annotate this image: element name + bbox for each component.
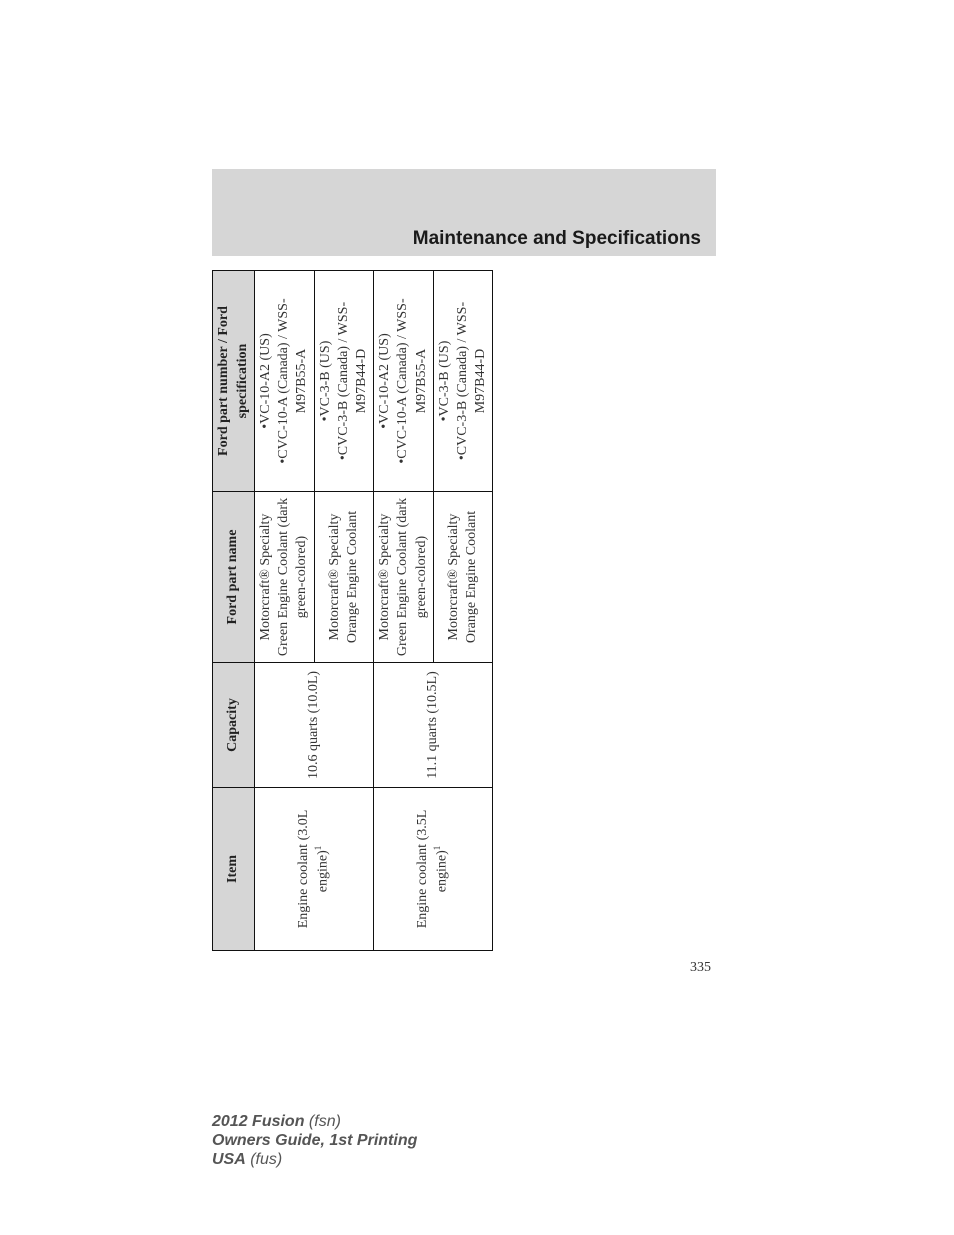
part-name-cell: Motorcraft® Specialty Orange Engine Coolant	[314, 492, 374, 663]
footer-model-code: (fsn)	[304, 1113, 341, 1130]
footer-region-code: (fus)	[245, 1151, 283, 1168]
table-row	[255, 271, 315, 951]
spec-bullet: •VC-3-B (US)	[436, 340, 452, 422]
header-band	[212, 169, 716, 256]
spec-bullet: •CVC-10-A (Canada) / WSS-M97B55-A	[276, 298, 310, 464]
part-number-cell	[255, 271, 315, 492]
footer-model: 2012 Fusion	[212, 1113, 305, 1130]
part-name-cell: Motorcraft® Specialty Green Engine Coolant (dark green-colored)	[374, 492, 434, 663]
item-cell	[374, 788, 493, 951]
item-cell	[255, 788, 374, 951]
column-header-part-name: Ford part name	[213, 492, 255, 663]
spec-bullet: •VC-10-A2 (US)	[377, 333, 393, 429]
part-number-cell	[433, 271, 493, 492]
table-header-row	[213, 271, 255, 951]
table-row	[374, 271, 434, 951]
coolant-spec-table	[212, 270, 493, 951]
part-number-cell	[314, 271, 374, 492]
footnote-marker: 1	[313, 845, 324, 851]
column-header-part-number: Ford part number / Ford specification	[213, 271, 255, 492]
page-number: 335	[690, 960, 711, 975]
part-name-cell: Motorcraft® Specialty Green Engine Coolant (dark green-colored)	[255, 492, 315, 663]
footnote-marker: 1	[432, 845, 443, 851]
spec-bullet: •CVC-3-B (Canada) / WSS-M97B44-D	[454, 301, 489, 461]
spec-bullet: •VC-10-A2 (US)	[258, 333, 273, 429]
item-label: Engine coolant (3.0L engine)	[296, 809, 331, 929]
footer-region: USA	[212, 1151, 246, 1168]
coolant-spec-table-wrap	[212, 271, 489, 951]
footer-line-model	[212, 1112, 417, 1131]
footer	[212, 1112, 417, 1169]
capacity-cell: 10.6 quarts (10.0L)	[255, 663, 374, 788]
capacity-cell: 11.1 quarts (10.5L)	[374, 663, 493, 788]
spec-bullet: •CVC-10-A (Canada) / WSS-M97B55-A	[395, 298, 429, 464]
footer-guide-edition: Owners Guide, 1st Printing	[212, 1132, 418, 1149]
section-title: Maintenance and Specifications	[412, 228, 701, 249]
column-header-item: Item	[213, 788, 255, 951]
column-header-capacity: Capacity	[213, 663, 255, 788]
spec-bullet: •VC-3-B (US)	[317, 340, 333, 422]
footer-line-region	[212, 1150, 417, 1169]
item-label: Engine coolant (3.5L engine)	[415, 809, 451, 929]
coolant-spec-table-rotated	[212, 271, 489, 951]
spec-bullet: •CVC-3-B (Canada) / WSS-M97B44-D	[335, 301, 369, 461]
part-name-cell: Motorcraft® Specialty Orange Engine Coolant	[433, 492, 493, 663]
part-number-cell	[374, 271, 434, 492]
